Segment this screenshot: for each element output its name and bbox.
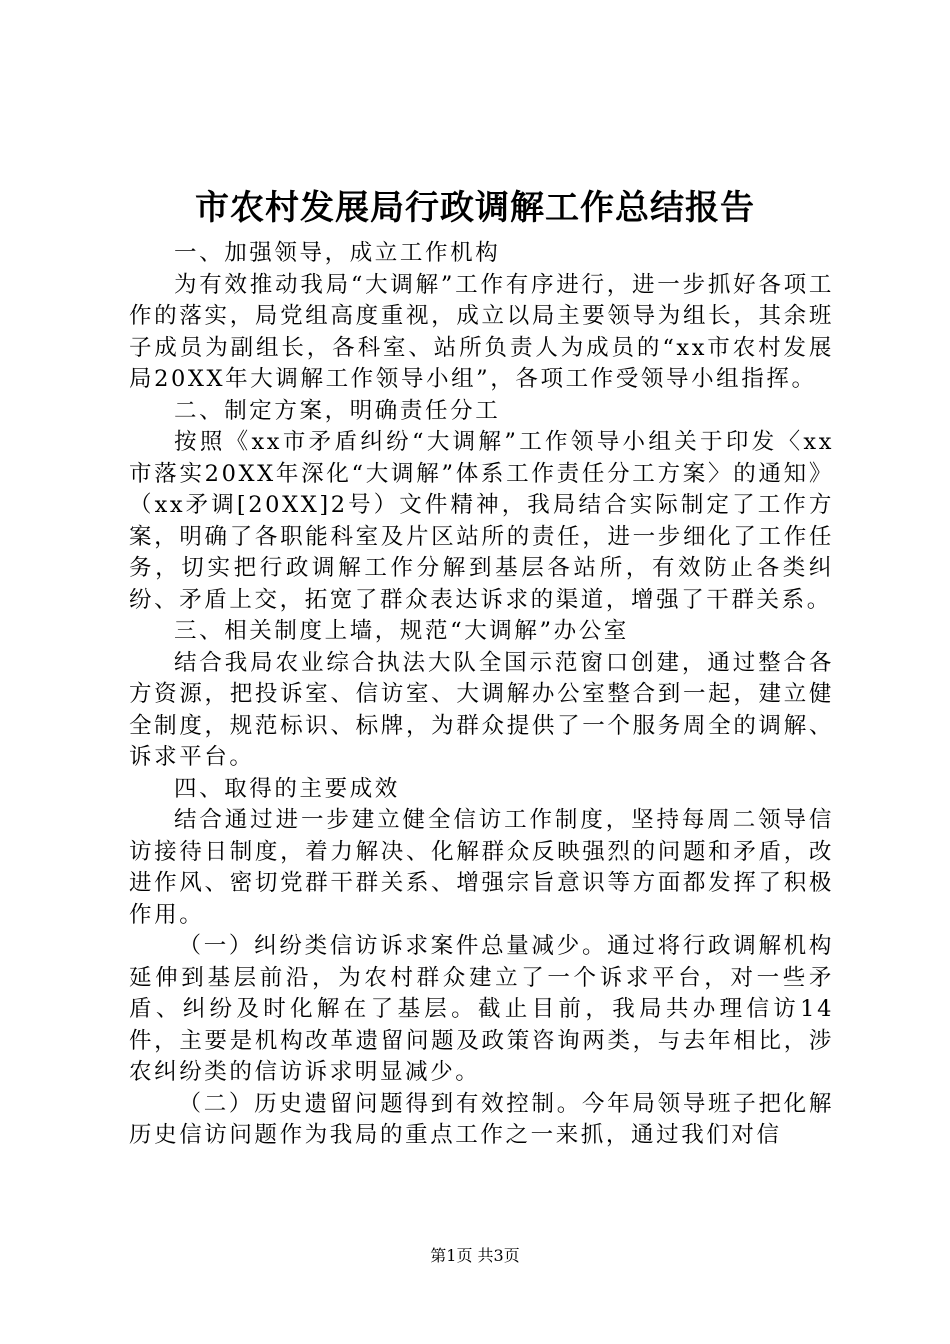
paragraph-3: 结合我局农业综合执法大队全国示范窗口创建，通过整合各方资源，把投诉室、信访室、大调解办公室整合到一起，建立健全制度，规范标识、标牌，为群众提供了一个服务周全的调解、诉求平台。 [129,649,834,770]
paragraph-4: 结合通过进一步建立健全信访工作制度，坚持每周二领导信访接待日制度，着力解决、化解群众反映强烈的问题和矛盾，改进作风、密切党群干群关系、增强宗旨意识等方面都发挥了积极作用。 [129,807,834,928]
subsection-2: （二）历史遗留问题得到有效控制。今年局领导班子把化解历史信访问题作为我局的重点工作之一来抓，通过我们对信 [129,1090,834,1148]
paragraph-2: 按照《xx市矛盾纠纷“大调解”工作领导小组关于印发〈xx市落实20XX年深化“大调解”体系工作责任分工方案〉的通知》（xx矛调[20XX]2号）文件精神，我局结合实际制定了工作方案，明确了各职能科室及片区站所的责任，进一步细化了工作任务，切实把行政调解工作分解到基层各站所，有效防止各类纠纷、矛盾上交，拓宽了群众表达诉求的渠道，增强了干群关系。 [129,429,834,613]
page-number-footer: 第1页 共3页 [430,1246,520,1265]
document-body [129,238,834,1152]
section-heading-3: 三、相关制度上墙，规范“大调解”办公室 [174,618,629,644]
section-heading-2: 二、制定方案，明确责任分工 [174,397,501,424]
section-heading-1: 一、加强领导，成立工作机构 [174,240,501,266]
section-heading-4: 四、取得的主要成效 [174,775,400,802]
document-title: 市农村发展局行政调解工作总结报告 [195,188,755,228]
subsection-1: （一）纠纷类信访诉求案件总量减少。通过将行政调解机构延伸到基层前沿，为农村群众建立了一个诉求平台，对一些矛盾、纠纷及时化解在了基层。截止目前，我局共办理信访14件，主要是机构改革遗留问题及政策咨询两类，与去年相比，涉农纠纷类的信访诉求明显减少。 [129,933,834,1085]
paragraph-1: 为有效推动我局“大调解”工作有序进行，进一步抓好各项工作的落实，局党组高度重视，成立以局主要领导为组长，其余班子成员为副组长，各科室、站所负责人为成员的“xx市农村发展局20XX年大调解工作领导小组”，各项工作受领导小组指挥。 [129,271,834,392]
